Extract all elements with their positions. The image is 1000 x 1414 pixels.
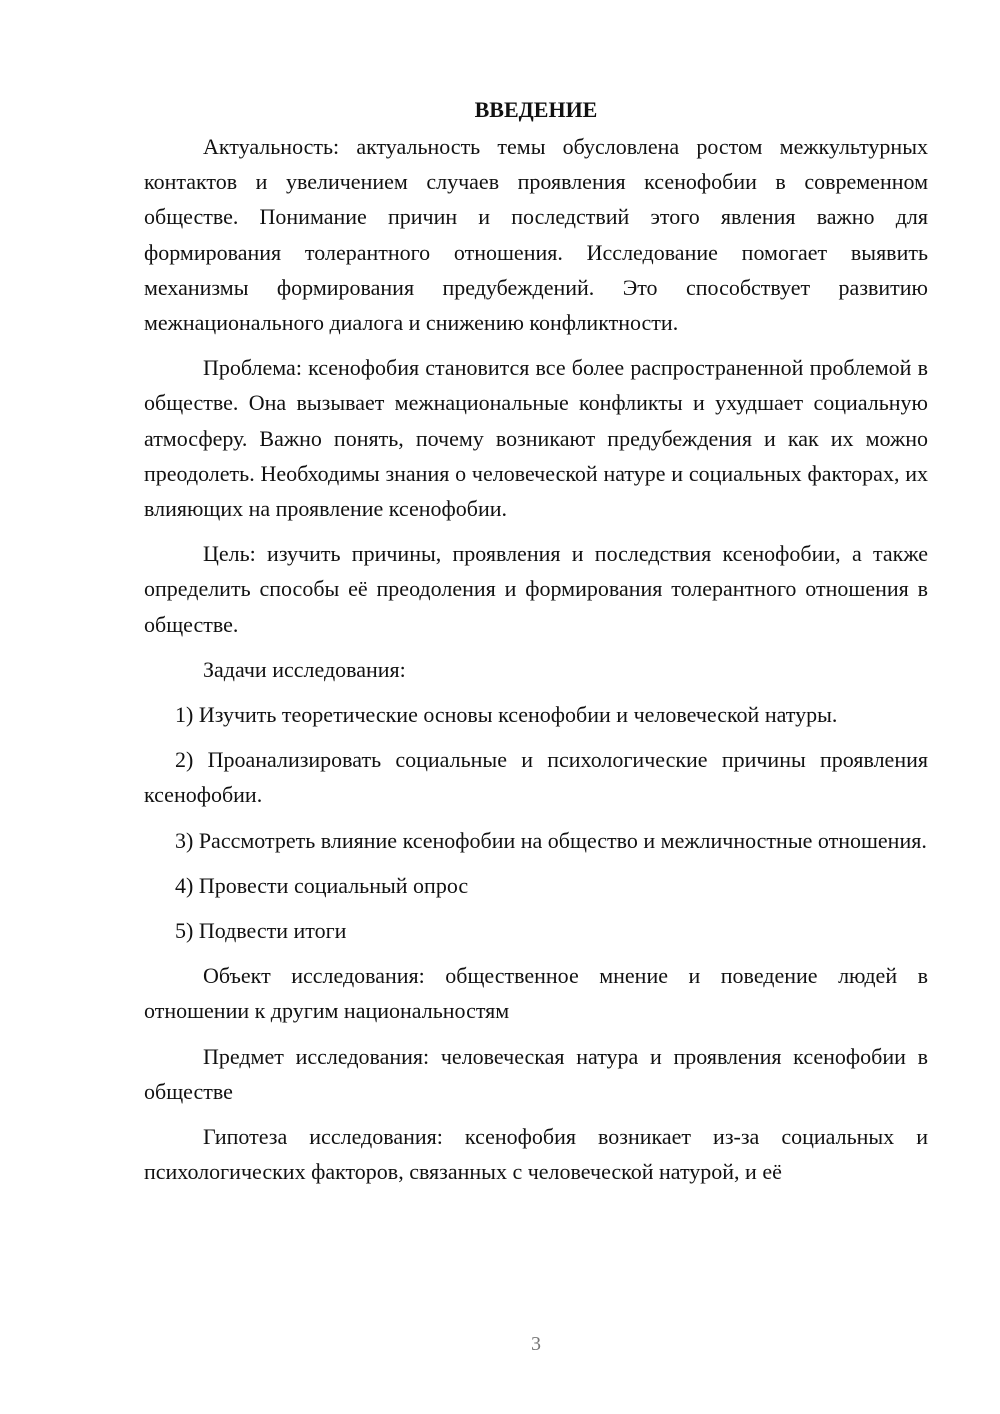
relevance-paragraph: Актуальность: актуальность темы обусловлена ростом межкультурных контактов и увеличением случаев проявления ксенофобии в современном обществе. Понимание причин и последствий этого явления важно для формирования толерантного отношения. Исследование помогает выявить механизмы формирования предубеждений. Это способствует развитию межнационального диалога и снижению конфликтности. <box>144 134 928 336</box>
page-number: 3 <box>531 1333 541 1355</box>
task-item: 1) Изучить теоретические основы ксенофобии и человеческой натуры. <box>175 702 838 728</box>
task-item: 4) Провести социальный опрос <box>175 872 469 898</box>
tasks-heading: Задачи исследования: <box>203 656 406 682</box>
page-content <box>144 92 928 1199</box>
task-item: 2) Проанализировать социальные и психологические причины проявления ксенофобии. <box>144 747 928 808</box>
hypothesis-paragraph: Гипотеза исследования: ксенофобия возникает из-за социальных и психологических факторов, связанных с человеческой натурой, и её <box>144 1124 928 1185</box>
task-item: 5) Подвести итоги <box>175 918 347 944</box>
object-paragraph: Объект исследования: общественное мнение и поведение людей в отношении к другим национальностям <box>144 963 928 1024</box>
goal-paragraph: Цель: изучить причины, проявления и последствия ксенофобии, а также определить способы её преодоления и формирования толерантного отношения в обществе. <box>144 541 928 637</box>
task-item: 3) Рассмотреть влияние ксенофобии на общество и межличностные отношения. <box>175 827 927 853</box>
section-title: ВВЕДЕНИЕ <box>474 97 598 122</box>
subject-paragraph: Предмет исследования: человеческая натура и проявления ксенофобии в обществе <box>144 1043 928 1104</box>
problem-paragraph: Проблема: ксенофобия становится все более распространенной проблемой в обществе. Она вызывает межнациональные конфликты и ухудшает социальную атмосферу. Важно понять, почему возникают предубеждения и как их можно преодолеть. Необходимы знания о человеческой натуре и социальных факторах, их влияющих на проявление ксенофобии. <box>144 355 928 522</box>
